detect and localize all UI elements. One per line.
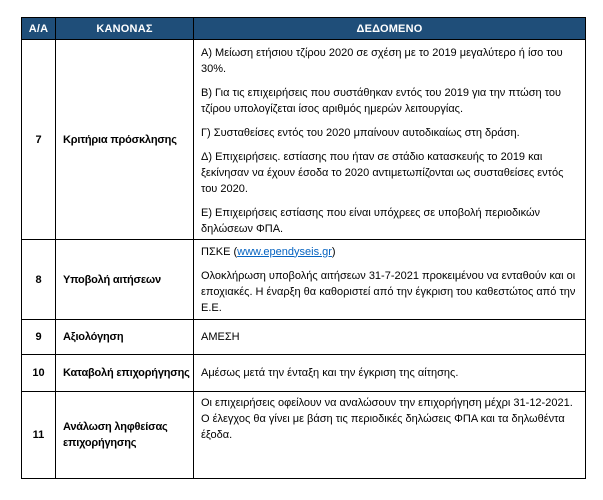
row-number-cell: 9 <box>22 320 56 355</box>
link-prefix-text: ΠΣΚΕ ( <box>201 245 238 258</box>
row-number-cell: 10 <box>22 355 56 392</box>
data-paragraph: Δ) Επιχειρήσεις. εστίασης που ήταν σε στάδιο κατασκευής το 2019 και ξεκίνησαν να έχουν έσοδα το 2020 αντιμετωπίζονται ως συσταθείσες εντός του 2020. <box>201 151 564 195</box>
table-row <box>22 392 586 479</box>
data-paragraph: Ε) Επιχειρήσεις εστίασης που είναι υπόχρεες σε υποβολή περιοδικών δηλώσεων ΦΠΑ. <box>201 207 541 235</box>
header-row <box>22 18 586 40</box>
row-number-cell: 11 <box>22 392 56 479</box>
table-row <box>22 355 586 392</box>
table-row <box>22 40 586 240</box>
data-paragraph: Α) Μείωση ετήσιου τζίρου 2020 σε σχέση με το 2019 μεγαλύτερο ή ίσο του 30%. <box>201 47 563 75</box>
ependyseis-link[interactable]: www.ependyseis.gr <box>237 245 332 258</box>
link-suffix-text: ) <box>331 245 336 258</box>
table-header <box>22 18 586 40</box>
table-row <box>22 320 586 355</box>
rule-name-cell: Κριτήρια πρόσκλησης <box>56 40 194 240</box>
rule-name-cell: Καταβολή επιχορήγησης <box>56 355 194 392</box>
header-cell-number: Α/Α <box>22 18 56 40</box>
data-cell <box>194 240 586 320</box>
data-cell <box>194 40 586 240</box>
data-cell: Αμέσως μετά την ένταξη και την έγκριση της αίτησης. <box>194 355 586 392</box>
rule-name-cell: Αξιολόγηση <box>56 320 194 355</box>
table-row <box>22 240 586 320</box>
data-cell: ΑΜΕΣΗ <box>194 320 586 355</box>
header-cell-rule: ΚΑΝΟΝΑΣ <box>56 18 194 40</box>
data-paragraph: Ολοκλήρωση υποβολής αιτήσεων 31-7-2021 προκειμένου να ενταθούν και οι εποχιακές. Η έναρξη θα καθοριστεί από την έγκριση του καθεστώτος από την Ε.Ε. <box>201 269 576 314</box>
header-cell-data: ΔΕΔΟΜΕΝΟ <box>194 18 586 40</box>
row-number-cell: 8 <box>22 240 56 320</box>
data-paragraph: Οι επιχειρήσεις οφείλουν να αναλώσουν την επιχορήγηση μέχρι 31-12-2021. <box>201 397 573 409</box>
document-page <box>21 17 586 479</box>
rules-table <box>21 17 586 479</box>
data-paragraph: Γ) Συσταθείσες εντός του 2020 μπαίνουν αυτοδικαίως στη δράση. <box>201 127 520 139</box>
row-number-cell: 7 <box>22 40 56 240</box>
data-paragraph: Ο έλεγχος θα γίνει με βάση τις περιοδικές δηλώσεις ΦΠΑ και τα δηλωθέντα έξοδα. <box>201 413 565 441</box>
data-cell <box>194 392 586 479</box>
rule-name-cell: Ανάλωση ληφθείσας επιχορήγησης <box>56 392 194 479</box>
data-paragraph: Β) Για τις επιχειρήσεις που συστάθηκαν εντός του 2019 για την πτώση του τζίρου υπολογίζεται ίσος αριθμός ημερών λειτουργίας. <box>201 87 562 115</box>
data-paragraph <box>201 244 579 260</box>
rule-name-cell: Υποβολή αιτήσεων <box>56 240 194 320</box>
